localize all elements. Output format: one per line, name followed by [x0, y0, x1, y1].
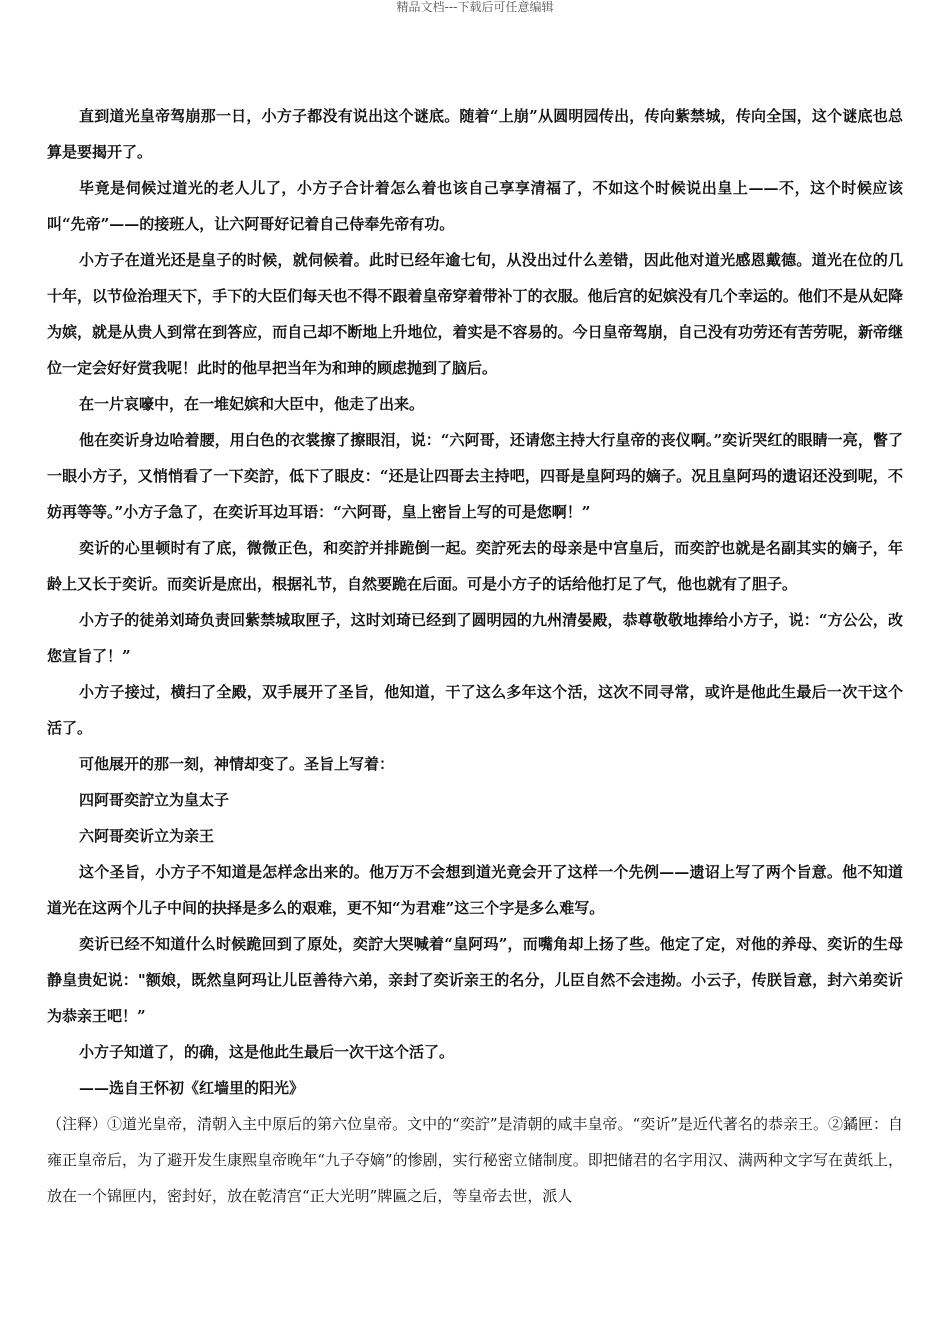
source-citation: ——选自王怀初《红墙里的阳光》: [79, 1079, 305, 1097]
paragraph: 直到道光皇帝驾崩那一日，小方子都没有说出这个谜底。随着“上崩”从圆明园传出，传向紫禁城，传向全国，这个谜底也总算是要揭开了。: [47, 107, 903, 161]
paragraph: 小方子知道了，的确，这是他此生最后一次干这个活了。: [79, 1043, 455, 1061]
paragraph: 在一片哀嚎中，在一堆妃嫔和大臣中，他走了出来。: [79, 395, 425, 413]
paragraph: 毕竟是伺候过道光的老人儿了，小方子合计着怎么着也该自己享享清福了，不如这个时候说出皇上——不，这个时候应该叫“先帝”——的接班人，让六阿哥好记着自己侍奉先帝有功。: [47, 179, 903, 233]
decree-line: 四阿哥奕詝立为皇太子: [79, 791, 230, 809]
paragraph: 他在奕䜣身边哈着腰，用白色的衣裳擦了擦眼泪，说：“六阿哥，还请您主持大行皇帝的丧仪啊。”奕䜣哭红的眼睛一亮，瞥了一眼小方子，又悄悄看了一下奕詝，低下了眼皮：“还是让四哥去主持吧，四哥是皇阿玛的嫡子。况且皇阿玛的遗诏还没到呢，不妨再等等。”小方子急了，在奕䜣耳边耳语：“六阿哥，皇上密旨上写的可是您啊！”: [47, 431, 903, 521]
paragraph: 小方子的徒弟刘琦负责回紫禁城取匣子，这时刘琦已经到了圆明园的九州清晏殿，恭尊敬敬地捧给小方子，说：“方公公，改您宣旨了！”: [47, 611, 903, 665]
annotation-note: （注释）①道光皇帝，清朝入主中原后的第六位皇帝。文中的“奕詝”是清朝的咸丰皇帝。“奕䜣”是近代著名的恭亲王。②鐍匣：自雍正皇帝后，为了避开发生康熙皇帝晚年“九子夺嫡”的惨剧，实行秘密立储制度。即把储君的名字用汉、满两种文字写在黄纸上，放在一个锦匣内，密封好，放在乾清宫“正大光明”牌匾之后，等皇帝去世，派人: [47, 1115, 903, 1205]
paragraph: 这个圣旨，小方子不知道是怎样念出来的。他万万不会想到道光竟会开了这样一个先例——遗诏上写了两个旨意。他不知道道光在这两个儿子中间的抉择是多么的艰难，更不知“为君难”这三个字是多么难写。: [47, 863, 903, 917]
paragraph: 小方子接过，横扫了全殿，双手展开了圣旨，他知道，干了这么多年这个活，这次不同寻常，或许是他此生最后一次干这个活了。: [47, 683, 903, 737]
paragraph: 可他展开的那一刻，神情却变了。圣旨上写着：: [79, 755, 395, 773]
paragraph: 小方子在道光还是皇子的时候，就伺候着。此时已经年逾七旬，从没出过什么差错，因此他对道光感恩戴德。道光在位的几十年，以节俭治理天下，手下的大臣们每天也不得不跟着皇帝穿着带补丁的衣服。他后宫的妃嫔没有几个幸运的。他们不是从妃降为嫔，就是从贵人到常在到答应，而自己却不断地上升地位，着实是不容易的。今日皇帝驾崩，自己没有功劳还有苦劳呢，新帝继位一定会好好赏我呢！此时的他早把当年为和珅的顾虑抛到了脑后。: [47, 251, 903, 377]
page-header: 精品文档---下载后可任意编辑: [396, 0, 554, 14]
paragraph: 奕䜣已经不知道什么时候跪回到了原处，奕詝大哭喊着“皇阿玛”，而嘴角却上扬了些。他定了定，对他的养母、奕䜣的生母静皇贵妃说："额娘，既然皇阿玛让儿臣善待六弟，亲封了奕䜣亲王的名分，儿臣自然不会违拗。小云子，传朕旨意，封六弟奕䜣为恭亲王吧！”: [47, 935, 903, 1025]
decree-line: 六阿哥奕䜣立为亲王: [79, 827, 215, 845]
document-body: [47, 98, 903, 1214]
paragraph: 奕䜣的心里顿时有了底，微微正色，和奕詝并排跪倒一起。奕詝死去的母亲是中宫皇后，而奕詝也就是名副其实的嫡子，年龄上又长于奕䜣。而奕䜣是庶出，根据礼节，自然要跪在后面。可是小方子的话给他打足了气，他也就有了胆子。: [47, 539, 903, 593]
